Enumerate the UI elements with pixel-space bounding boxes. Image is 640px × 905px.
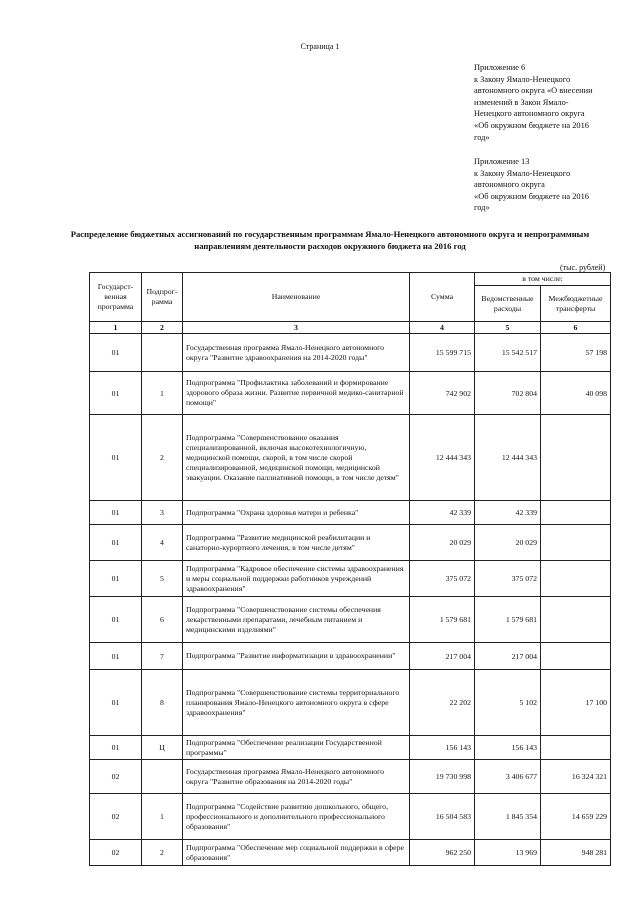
cell-dept-expenses: 156 143 [475,736,541,760]
cell-sum: 19 730 998 [410,760,475,794]
cell-program-code: 01 [90,736,142,760]
cell-transfers: 57 198 [541,334,611,372]
cell-name: Подпрограмма "Кадровое обеспечение системы здравоохранения и меры социальной поддержки работников учреждений здравоохранения" [183,561,410,597]
cell-name: Подпрограмма "Содействие развитию дошкольного, общего, профессионального и дополнительного профессионального образования" [183,794,410,840]
table-row [90,840,611,866]
col-index: 4 [410,322,475,334]
cell-subprogram-code: 7 [142,643,183,670]
cell-sum: 22 202 [410,670,475,736]
appendix-6-line: Ненецкого автономного округа [474,109,585,119]
cell-sum: 20 029 [410,525,475,561]
table-row [90,415,611,501]
cell-program-code: 01 [90,670,142,736]
cell-name: Подпрограмма "Совершенствование оказания специализированной, включая высокотехнологичную, медицинской помощи, скорой, в том числе скорой специализированной, медицинской помощи, медицинской эвакуации. Оказание паллиативной помощи, в том числе детям" [183,415,410,501]
appendix-13-line: «Об окружном бюджете на 2016 [474,191,589,201]
header-pp: Подпрог-рамма [142,273,183,322]
col-index: 5 [475,322,541,334]
cell-name: Подпрограмма "Охрана здоровья матери и ребенка" [183,501,410,525]
cell-subprogram-code [142,760,183,794]
header-name: Наименование [183,273,410,322]
cell-name: Подпрограмма "Совершенствование системы обеспечения лекарственными препаратами, лечебным питанием и медицинскими изделиями" [183,597,410,643]
cell-program-code: 01 [90,561,142,597]
table-row [90,794,611,840]
cell-sum: 12 444 343 [410,415,475,501]
header-dept: Ведомственные расходы [475,286,541,322]
cell-transfers: 14 659 229 [541,794,611,840]
cell-dept-expenses: 217 004 [475,643,541,670]
cell-subprogram-code: 8 [142,670,183,736]
header-sum: Сумма [410,273,475,322]
cell-dept-expenses: 42 339 [475,501,541,525]
cell-name: Подпрограмма "Обеспечение реализации Государственной программы" [183,736,410,760]
cell-program-code: 01 [90,501,142,525]
cell-subprogram-code: 5 [142,561,183,597]
cell-dept-expenses: 13 969 [475,840,541,866]
cell-subprogram-code: Ц [142,736,183,760]
appendix-13-line: Приложение 13 [474,157,530,166]
cell-sum: 742 902 [410,372,475,415]
table-row [90,372,611,415]
header-inter: Межбюджетные трансферты [541,286,611,322]
cell-subprogram-code: 1 [142,794,183,840]
cell-subprogram-code: 2 [142,415,183,501]
cell-program-code: 02 [90,794,142,840]
cell-dept-expenses: 1 579 681 [475,597,541,643]
cell-transfers [541,415,611,501]
appendix-6-line: Приложение 6 [474,63,526,72]
cell-dept-expenses: 15 542 517 [475,334,541,372]
header-gp: Государст-венная программа [90,273,142,322]
cell-name: Подпрограмма "Профилактика заболеваний и формирование здорового образа жизни. Развитие первичной медико-санитарной помощи" [183,372,410,415]
table-row [90,670,611,736]
cell-program-code: 01 [90,372,142,415]
cell-sum: 1 579 681 [410,597,475,643]
table-row [90,561,611,597]
cell-name: Подпрограмма "Обеспечение мер социальной поддержки в сфере образования" [183,840,410,866]
cell-dept-expenses: 702 804 [475,372,541,415]
cell-transfers [541,643,611,670]
cell-transfers [541,597,611,643]
table-row [90,736,611,760]
table-row [90,334,611,372]
cell-subprogram-code: 1 [142,372,183,415]
budget-table [89,272,611,866]
cell-subprogram-code [142,334,183,372]
cell-program-code: 01 [90,597,142,643]
cell-dept-expenses: 375 072 [475,561,541,597]
cell-sum: 156 143 [410,736,475,760]
appendix-6-line: автономного округа «О внесении [474,86,593,96]
col-index: 3 [183,322,410,334]
cell-transfers [541,525,611,561]
cell-sum: 42 339 [410,501,475,525]
cell-dept-expenses: 1 845 354 [475,794,541,840]
cell-transfers: 17 100 [541,670,611,736]
appendix-13-line: к Закону Ямало-Ненецкого [474,168,571,178]
table-row [90,760,611,794]
cell-program-code: 01 [90,415,142,501]
cell-sum: 962 250 [410,840,475,866]
cell-dept-expenses: 5 102 [475,670,541,736]
cell-dept-expenses: 20 029 [475,525,541,561]
document-title: Распределение бюджетных ассигнований по государственным программам Ямало-Ненецкого автономного округа и непрограммным направлениям деятельности расходов окружного бюджета на 2016 год [70,229,590,251]
cell-sum: 217 004 [410,643,475,670]
appendix-13-line: автономного округа [474,180,545,190]
cell-transfers: 40 098 [541,372,611,415]
cell-dept-expenses: 3 406 677 [475,760,541,794]
cell-program-code: 02 [90,760,142,794]
cell-subprogram-code: 4 [142,525,183,561]
header-including: в том числе: [475,273,611,286]
cell-program-code: 01 [90,525,142,561]
cell-dept-expenses: 12 444 343 [475,415,541,501]
appendix-6-line: «Об окружном бюджете на 2016 [474,120,589,130]
cell-subprogram-code: 2 [142,840,183,866]
cell-transfers [541,561,611,597]
cell-transfers: 948 281 [541,840,611,866]
appendix-6-line: к Закону Ямало-Ненецкого [474,74,571,84]
cell-program-code: 01 [90,334,142,372]
table-row [90,643,611,670]
table-row [90,597,611,643]
table-row [90,501,611,525]
cell-sum: 15 599 715 [410,334,475,372]
cell-subprogram-code: 3 [142,501,183,525]
col-index: 1 [90,322,142,334]
units-note: (тыс. рублей) [560,263,606,272]
appendix-6-line: изменений в Закон Ямало- [474,97,569,107]
cell-name: Подпрограмма "Совершенствование системы территориального планирования Ямало-Ненецкого автономного округа в сфере здравоохранения" [183,670,410,736]
appendix-6-line: год» [474,132,490,142]
cell-name: Подпрограмма "Развитие медицинской реабилитации и санаторно-курортного лечения, в том числе детям" [183,525,410,561]
cell-subprogram-code: 6 [142,597,183,643]
cell-transfers: 16 324 321 [541,760,611,794]
cell-name: Государственная программа Ямало-Ненецкого автономного округа "Развитие здравоохранения на 2014-2020 годы" [183,334,410,372]
col-index: 6 [541,322,611,334]
appendix-13-line: год» [474,203,490,213]
col-index: 2 [142,322,183,334]
table-row [90,525,611,561]
cell-program-code: 01 [90,643,142,670]
cell-transfers [541,501,611,525]
table-body [90,334,611,866]
page-label: Страница 1 [300,42,340,51]
appendix-6-note [474,62,624,143]
appendix-13-note [474,156,624,214]
cell-name: Государственная программа Ямало-Ненецкого автономного округа "Развитие образования на 2014-2020 годы" [183,760,410,794]
cell-program-code: 02 [90,840,142,866]
cell-name: Подпрограмма "Развитие информатизации в здравоохранении" [183,643,410,670]
cell-sum: 375 072 [410,561,475,597]
cell-transfers [541,736,611,760]
cell-sum: 16 504 583 [410,794,475,840]
